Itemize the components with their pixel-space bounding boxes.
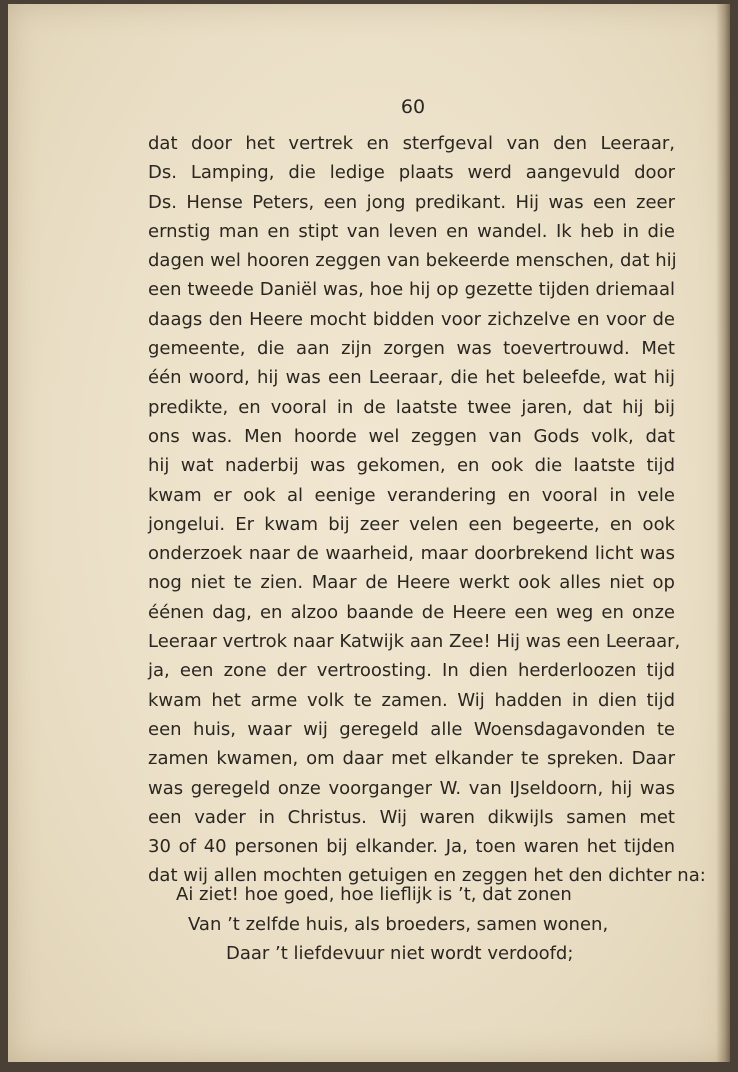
verse-line: Van ’t zelfde huis, als broeders, samen wonen, (188, 914, 609, 935)
body-paragraph (148, 129, 706, 891)
text-line: hij wat naderbij was gekomen, en ook die laatste tijd (148, 455, 675, 477)
text-line: een huis, waar wij geregeld alle Woensdagavonden te (148, 718, 675, 740)
text-line: Ds. Lamping, die ledige plaats werd aangevuld door (148, 162, 675, 184)
text-line: dat door het vertrek en sterfgeval van den Leeraar, (148, 133, 675, 154)
page-edge-shadow (716, 4, 730, 1062)
text-line: Leeraar vertrok naar Katwijk aan Zee! Hij was een Leeraar, (148, 631, 681, 653)
text-line: ons was. Men hoorde wel zeggen van Gods volk, dat (148, 425, 675, 447)
text-line: was geregeld onze voorganger W. van IJseldoorn, hij was (148, 777, 675, 799)
text-line: jongelui. Er kwam bij zeer velen een begeerte, en ook (148, 513, 675, 535)
text-line: een vader in Christus. Wij waren dikwijls samen met (148, 806, 675, 828)
text-line: onderzoek naar de waarheid, maar doorbrekend licht was (148, 543, 675, 565)
text-line: zamen kwamen, om daar met elkander te spreken. Daar (148, 748, 675, 770)
text-line: ernstig man en stipt van leven en wandel. Ik heb in die (148, 220, 675, 242)
text-line: kwam er ook al eenige verandering en vooral in vele (148, 484, 675, 506)
text-line: éénen dag, en alzoo baande de Heere een weg en onze (148, 601, 675, 623)
text-line: kwam het arme volk te zamen. Wij hadden in dien tijd (148, 689, 675, 711)
text-line: predikte, en vooral in de laatste twee jaren, dat hij bij (148, 396, 675, 418)
text-line: nog niet te zien. Maar de Heere werkt ook alles niet op (148, 572, 675, 594)
page-number: 60 (400, 96, 426, 118)
verse-line: Daar ’t liefdevuur niet wordt verdoofd; (226, 943, 574, 964)
text-line: Ds. Hense Peters, een jong predikant. Hij was een zeer (148, 191, 675, 213)
text-line: ja, een zone der vertroosting. In dien herderloozen tijd (148, 660, 675, 682)
text-line: één woord, hij was een Leeraar, die het beleefde, wat hij (148, 367, 675, 389)
text-line: daags den Heere mocht bidden voor zichzelve en voor de (148, 308, 675, 330)
text-line: 30 of 40 personen bij elkander. Ja, toen waren het tijden (148, 836, 675, 858)
text-line: dat wij allen mochten getuigen en zeggen het den dichter na: (148, 865, 706, 887)
book-page (8, 4, 730, 1062)
text-line: een tweede Daniël was, hoe hij op gezette tijden driemaal (148, 279, 675, 301)
text-line: dagen wel hooren zeggen van bekeerde menschen, dat hij (148, 250, 677, 272)
text-line: gemeente, die aan zijn zorgen was toevertrouwd. Met (148, 338, 675, 360)
verse-line: Ai ziet! hoe goed, hoe lieflijk is ’t, dat zonen (176, 884, 572, 905)
